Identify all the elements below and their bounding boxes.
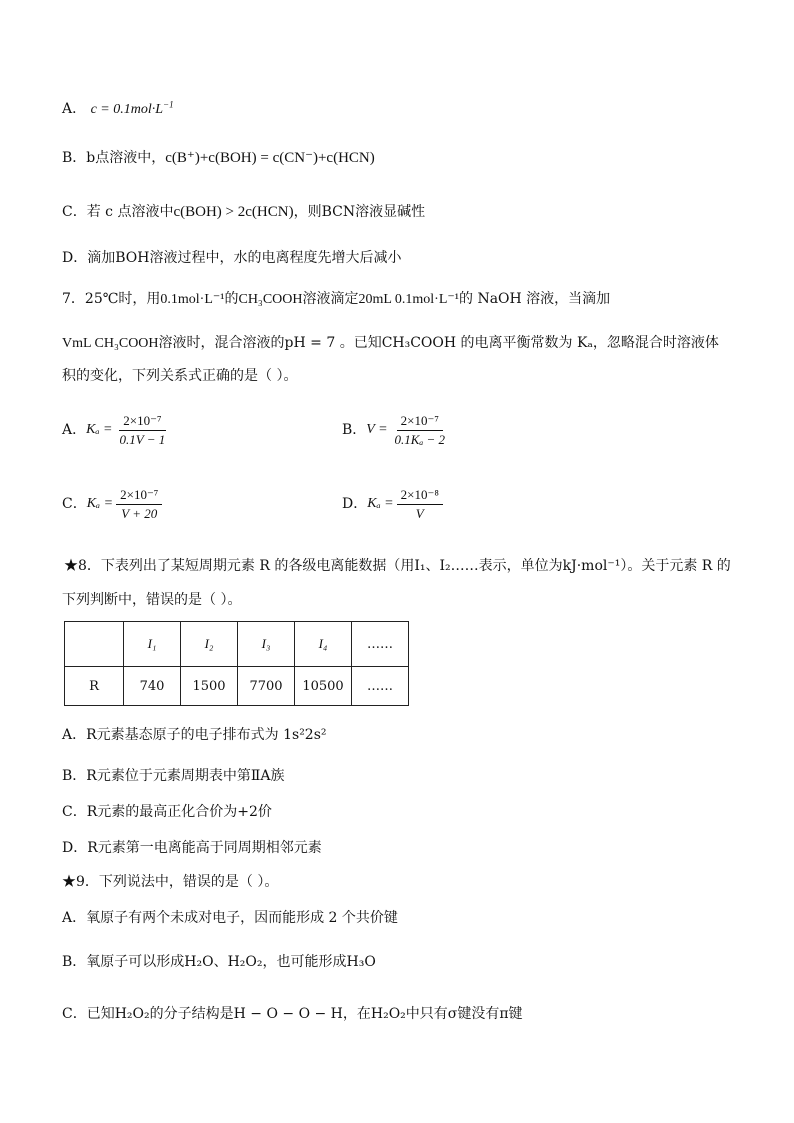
table-header-cell: ……: [352, 622, 409, 667]
option-label: B．: [62, 150, 87, 166]
table-row: [65, 667, 409, 706]
q6-option-a: [62, 99, 174, 120]
option-label: A．: [62, 101, 87, 117]
q6-option-d: [62, 248, 401, 268]
q8-option-a: A．R元素基态原子的电子排布式为 1s²2s²: [62, 727, 327, 743]
formula-lhs: Kₐ =: [367, 496, 394, 511]
formula: 20mL 0.1mol·L⁻¹: [358, 292, 459, 307]
table-header-cell: I₄: [295, 622, 352, 667]
option-text: 若 c 点溶液中: [86, 204, 174, 220]
table-header-cell: I₁: [124, 622, 181, 667]
formula: CH₃COOH: [238, 292, 303, 307]
table-cell: 10500: [295, 667, 352, 706]
option-text: b点溶液中，: [86, 150, 166, 166]
ionization-energy-table: [64, 621, 409, 706]
q8-option-d: D．R元素第一电离能高于同周期相邻元素: [62, 840, 322, 856]
fraction: $\frac{\text{2×10⁻⁷}}{V + 20}$: [116, 487, 162, 522]
q8-option-c: C．R元素的最高正化合价为+2价: [62, 804, 272, 820]
text: 的 NaOH 溶液，当滴加: [459, 291, 611, 307]
table-header-cell: I₂: [181, 622, 238, 667]
option-label: D．: [62, 250, 88, 266]
text: 溶液滴定: [302, 291, 359, 307]
text: 的: [224, 291, 239, 307]
fraction: $\frac{\text{2×10⁻⁷}}{0.1V - 1}$: [119, 412, 166, 447]
formula: $c = 0.1mol\cdot L^{-1}$: [90, 99, 174, 117]
option-label: B．: [342, 422, 367, 438]
q9-option-b: B．氧原子可以形成H₂O、H₂O₂，也可能形成H₃O: [62, 954, 376, 970]
table-cell: ……: [352, 667, 409, 706]
q7-option-a: [62, 410, 172, 450]
formula: c(B⁺)+c(BOH) = c(CN⁻)+c(HCN): [165, 150, 375, 166]
q9-option-a: A．氧原子有两个未成对电子，因而能形成 2 个共价键: [62, 910, 398, 926]
q7-option-c: [62, 484, 165, 524]
q7-option-d: [342, 484, 446, 524]
option-label: D．: [342, 496, 368, 512]
table-cell: 1500: [181, 667, 238, 706]
q7-option-b: [342, 410, 452, 450]
fraction: $\frac{\text{2×10⁻⁷}}{\text{0.1Kₐ − 2}}$: [394, 412, 446, 447]
table-cell: 740: [124, 667, 181, 706]
q8-stem-line1: ★8．下表列出了某短周期元素 R 的各级电离能数据（用I₁、I₂……表示，单位为kJ·mol⁻¹）。关于元素 R 的: [64, 558, 731, 574]
q9-stem: ★9．下列说法中，错误的是（ ）。: [62, 874, 279, 890]
table-cell: 7700: [238, 667, 295, 706]
q7-stem-line2: [62, 333, 719, 354]
text: 7．25℃时，用: [62, 291, 161, 307]
q9-option-c: C．已知H₂O₂的分子结构是H − O − O − H，在H₂O₂中只有σ键没有π键: [62, 1006, 523, 1022]
option-label: A．: [62, 422, 87, 438]
formula: c(BOH) > 2c(HCN): [173, 204, 294, 220]
formula: VmL CH₃COOH: [62, 336, 159, 351]
formula-lhs: V =: [366, 422, 388, 437]
formula-lhs: Kₐ =: [86, 496, 114, 511]
formula-lhs: Kₐ =: [86, 422, 113, 437]
formula: 0.1mol·L⁻¹: [160, 292, 225, 307]
q8-option-b: B．R元素位于元素周期表中第ⅡA族: [62, 768, 285, 784]
option-text-2: ，则BCN溶液显碱性: [293, 204, 426, 220]
q7-stem-line3: 积的变化，下列关系式正确的是（ ）。: [62, 368, 298, 384]
table-header-cell: I₃: [238, 622, 295, 667]
fraction: $\frac{\text{2×10⁻⁸}}{V}$: [397, 487, 443, 522]
q8-stem-line2: 下列判断中，错误的是（ ）。: [62, 592, 242, 608]
table-cell: R: [65, 667, 124, 706]
q7-stem-line1: [62, 289, 610, 310]
table-header-row: [65, 622, 409, 667]
option-label: C．: [62, 496, 87, 512]
option-text: 滴加BOH溶液过程中，水的电离程度先增大后减小: [87, 250, 402, 266]
table-header-cell: [65, 622, 124, 667]
q6-option-c: [62, 202, 425, 222]
q6-option-b: [62, 148, 375, 168]
text: 溶液时，混合溶液的pH = 7 。已知CH₃COOH 的电离平衡常数为 Kₐ，忽略混合时溶液体: [158, 335, 719, 351]
option-label: C．: [62, 204, 87, 220]
